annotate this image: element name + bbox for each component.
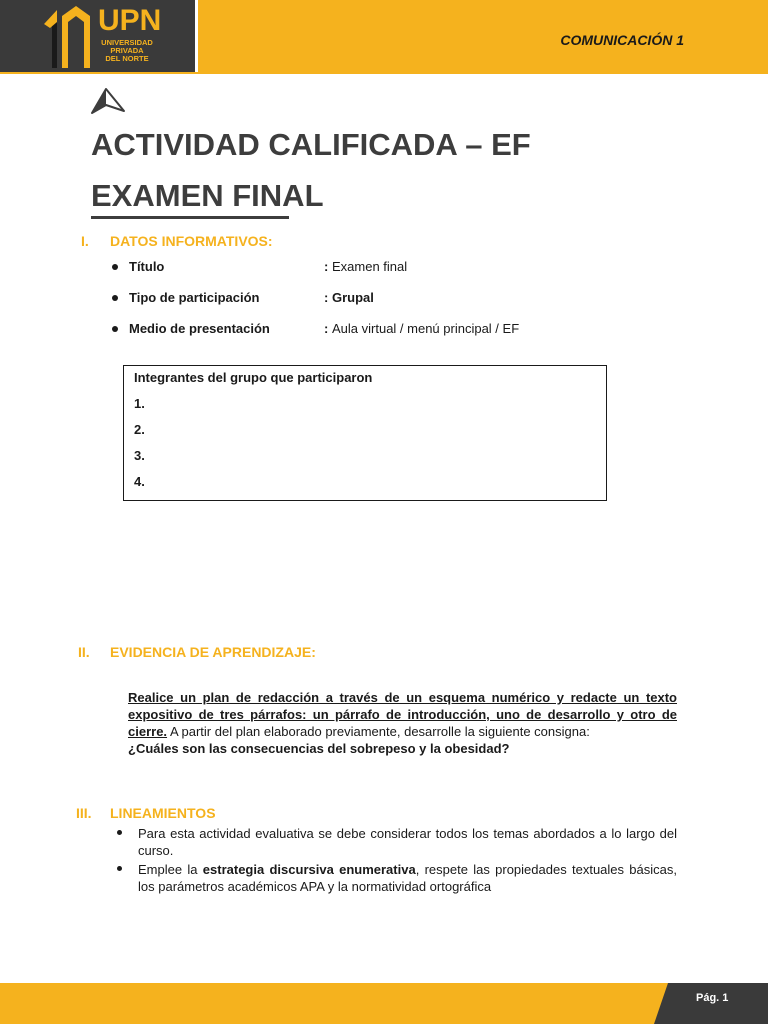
bullet bbox=[112, 326, 118, 332]
page-number: Pág. 1 bbox=[696, 992, 729, 1004]
bullet bbox=[112, 295, 118, 301]
page-title-line1: ACTIVIDAD CALIFICADA – EF bbox=[91, 127, 531, 162]
section-1-heading: I. DATOS INFORMATIVOS: bbox=[81, 233, 273, 249]
logo-subtitle: UNIVERSIDAD PRIVADA DEL NORTE bbox=[101, 38, 153, 63]
section-3-heading: III. LINEAMIENTOS bbox=[76, 805, 216, 821]
footer-band bbox=[0, 983, 768, 1024]
info-row-titulo: Título : Examen final bbox=[112, 259, 592, 277]
section-2-heading: II. EVIDENCIA DE APRENDIZAJE: bbox=[78, 644, 316, 660]
course-title: COMUNICACIÓN 1 bbox=[560, 32, 684, 48]
logo-block bbox=[0, 0, 195, 72]
bullet bbox=[117, 830, 122, 835]
guideline-item-1: Para esta actividad evaluativa se debe considerar todos los temas abordados a lo largo del curso. bbox=[117, 825, 677, 859]
group-members-box bbox=[123, 365, 607, 501]
page-header bbox=[0, 0, 768, 74]
evidence-paragraph: Realice un plan de redacción a través de un esquema numérico y redacte un texto expositivo de tres párrafos: un párrafo de introducción, uno de desarrollo y otro de cierre. A partir del plan elaborado previamente, desarrolle la siguiente consigna: ¿Cuáles son las consecuencias del sobrepeso y la obesidad? bbox=[128, 690, 677, 756]
group-member-4: 4. bbox=[134, 474, 145, 489]
page-title-line2: EXAMEN FINAL bbox=[91, 178, 324, 213]
info-row-medio: Medio de presentación : Aula virtual / menú principal / EF bbox=[112, 321, 592, 339]
group-member-1: 1. bbox=[134, 396, 145, 411]
header-divider bbox=[0, 72, 768, 74]
title-underline bbox=[91, 216, 289, 219]
bullet bbox=[112, 264, 118, 270]
logo-text: UPN bbox=[98, 4, 162, 37]
evidence-question: ¿Cuáles son las consecuencias del sobrepeso y la obesidad? bbox=[128, 741, 510, 756]
bullet bbox=[117, 866, 122, 871]
group-member-3: 3. bbox=[134, 448, 145, 463]
group-box-title: Integrantes del grupo que participaron bbox=[134, 370, 373, 385]
guideline-item-2: Emplee la estrategia discursiva enumerativa, respete las propiedades textuales básicas, los parámetros académicos APA y la normatividad ortográfica bbox=[117, 861, 677, 895]
upn-arrow-logo-icon bbox=[40, 6, 96, 68]
compass-arrow-icon bbox=[90, 87, 126, 115]
group-member-2: 2. bbox=[134, 422, 145, 437]
info-row-tipo: Tipo de participación : Grupal bbox=[112, 290, 592, 308]
